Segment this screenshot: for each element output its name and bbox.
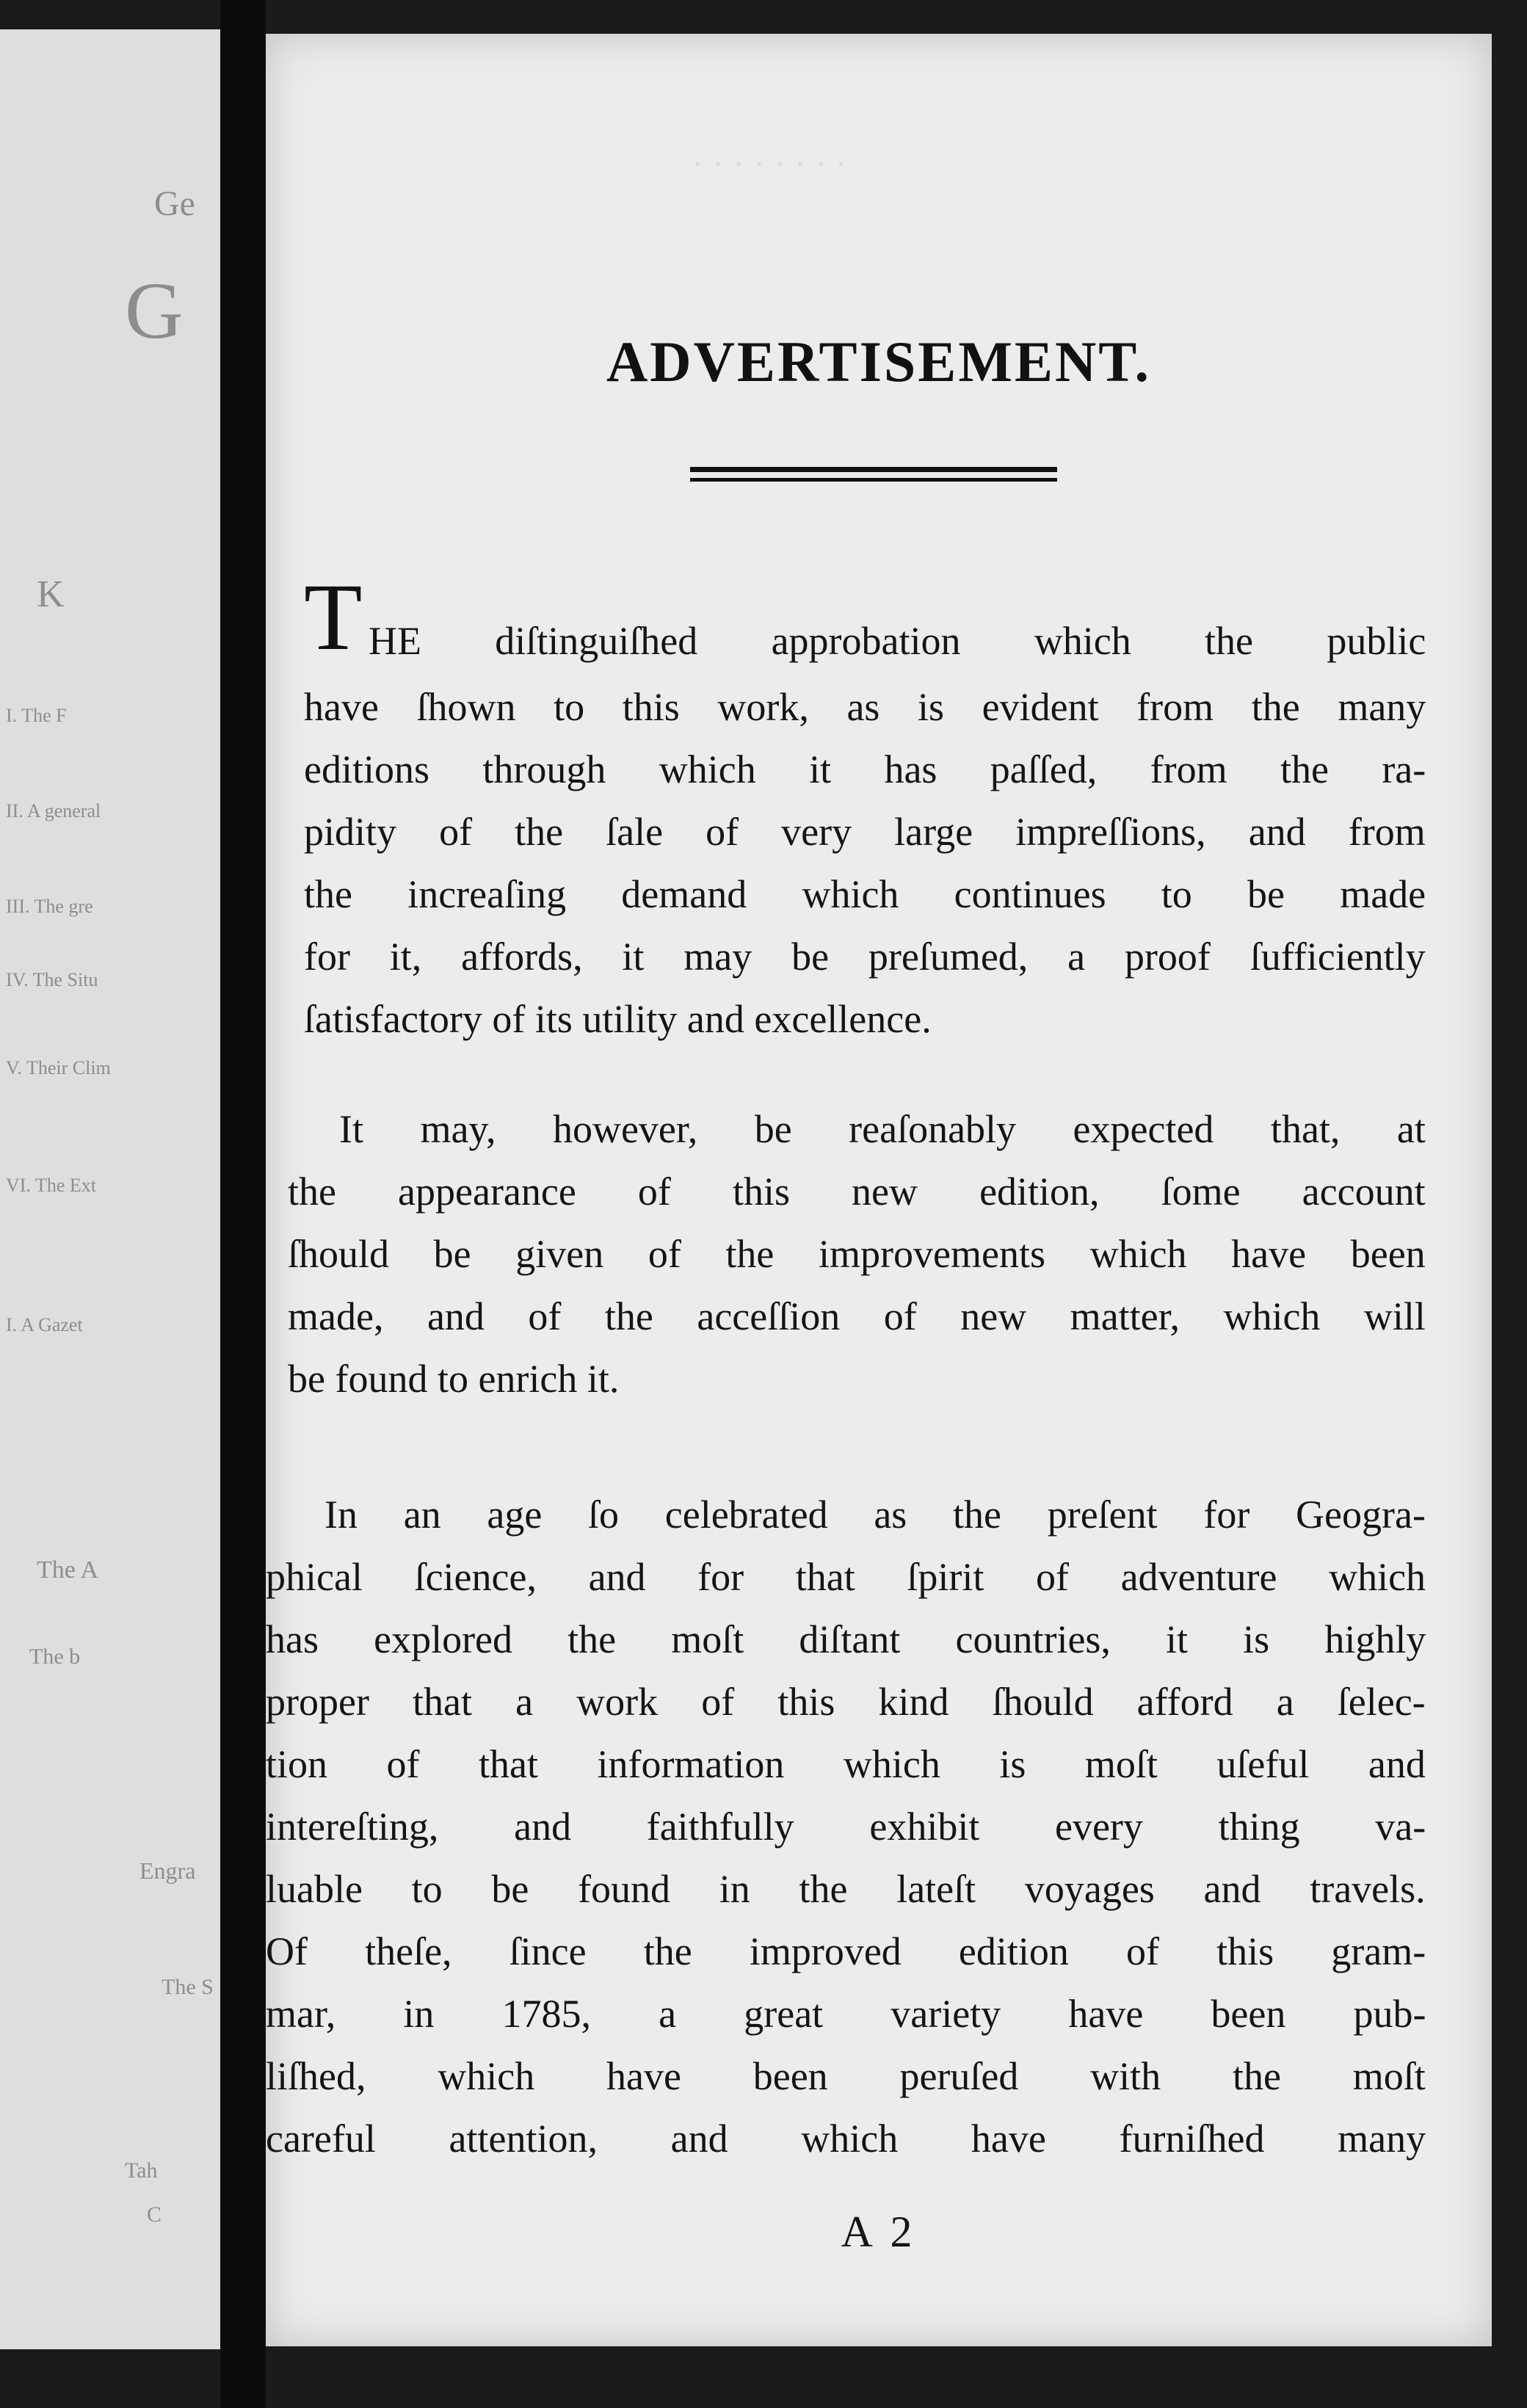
text-line: In an age ſo celebrated as the preſent for Geogra-: [324, 1493, 1426, 1537]
text-line: luable to be found in the lateſt voyages and travels.: [266, 1867, 1426, 1911]
text-line: tion of that information which is moſt uſeful and: [266, 1742, 1426, 1786]
text-line: HE diſtinguiſhed approbation which the public: [369, 619, 1426, 663]
text-line: pidity of the ſale of very large impreſſions, and from: [304, 810, 1426, 854]
prev-page-fragment: K: [37, 573, 65, 615]
text-line: ſatisfactory of its utility and excellence.: [304, 997, 932, 1041]
text-line: the appearance of this new edition, ſome account: [288, 1169, 1426, 1214]
text-line: ſhould be given of the improvements which have been: [288, 1232, 1426, 1276]
prev-page-fragment: V. Their Clim: [6, 1057, 111, 1078]
text-line: for it, affords, it may be preſumed, a proof ſufficiently: [304, 935, 1426, 979]
prev-page-fragment: The b: [29, 1644, 81, 1669]
signature-mark: A 2: [841, 2208, 917, 2256]
prev-page-fragment: Engra: [139, 1857, 196, 1884]
text-line: careful attention, and which have furniſhed many: [266, 2117, 1426, 2161]
advertisement-page: [266, 34, 1492, 2346]
prev-page-fragment: The S: [162, 1975, 214, 1999]
text-line: mar, in 1785, a great variety have been pub-: [266, 1992, 1426, 2036]
body-text: [266, 34, 1492, 2346]
text-line: Of theſe, ſince the improved edition of this gram-: [266, 1929, 1426, 1973]
drop-cap: T: [304, 565, 363, 670]
text-line: have ſhown to this work, as is evident from the many: [304, 685, 1426, 729]
prev-page-fragment: IV. The Situ: [6, 969, 98, 990]
show-through-text: · · · · · · · ·: [692, 145, 847, 184]
prev-page-fragment: VI. The Ext: [6, 1175, 96, 1196]
text-line: the increaſing demand which continues to be made: [304, 872, 1426, 916]
text-line: editions through which it has paſſed, from the ra-: [304, 747, 1426, 791]
prev-page-fragment: Tah: [125, 2158, 158, 2183]
prev-page-fragment: The A: [37, 1556, 99, 1584]
book-gutter: [220, 0, 266, 2408]
prev-page-fragment: I. The F: [6, 705, 67, 726]
prev-page-fragment: I. A Gazet: [6, 1314, 83, 1335]
text-line: phical ſcience, and for that ſpirit of adventure which: [266, 1555, 1426, 1599]
prev-page-fragment: G: [125, 266, 184, 355]
page-title: ADVERTISEMENT.: [606, 330, 1152, 394]
prev-page-fragment: III. The gre: [6, 896, 93, 917]
prev-page-fragment: C: [147, 2202, 162, 2227]
text-line: It may, however, be reaſonably expected that, at: [339, 1107, 1426, 1151]
prev-page-fragment: II. A general: [6, 800, 101, 822]
text-line: made, and of the acceſſion of new matter, which will: [288, 1294, 1426, 1338]
text-line: has explored the moſt diſtant countries, it is highly: [266, 1617, 1426, 1661]
text-line: be found to enrich it.: [288, 1357, 620, 1401]
text-line: intereſting, and faithfully exhibit every thing va-: [266, 1805, 1426, 1849]
text-line: liſhed, which have been peruſed with the moſt: [266, 2054, 1426, 2098]
previous-page-edge: [0, 29, 220, 2349]
text-line: proper that a work of this kind ſhould afford a ſelec-: [266, 1680, 1426, 1724]
prev-page-fragment: Ge: [154, 184, 195, 223]
